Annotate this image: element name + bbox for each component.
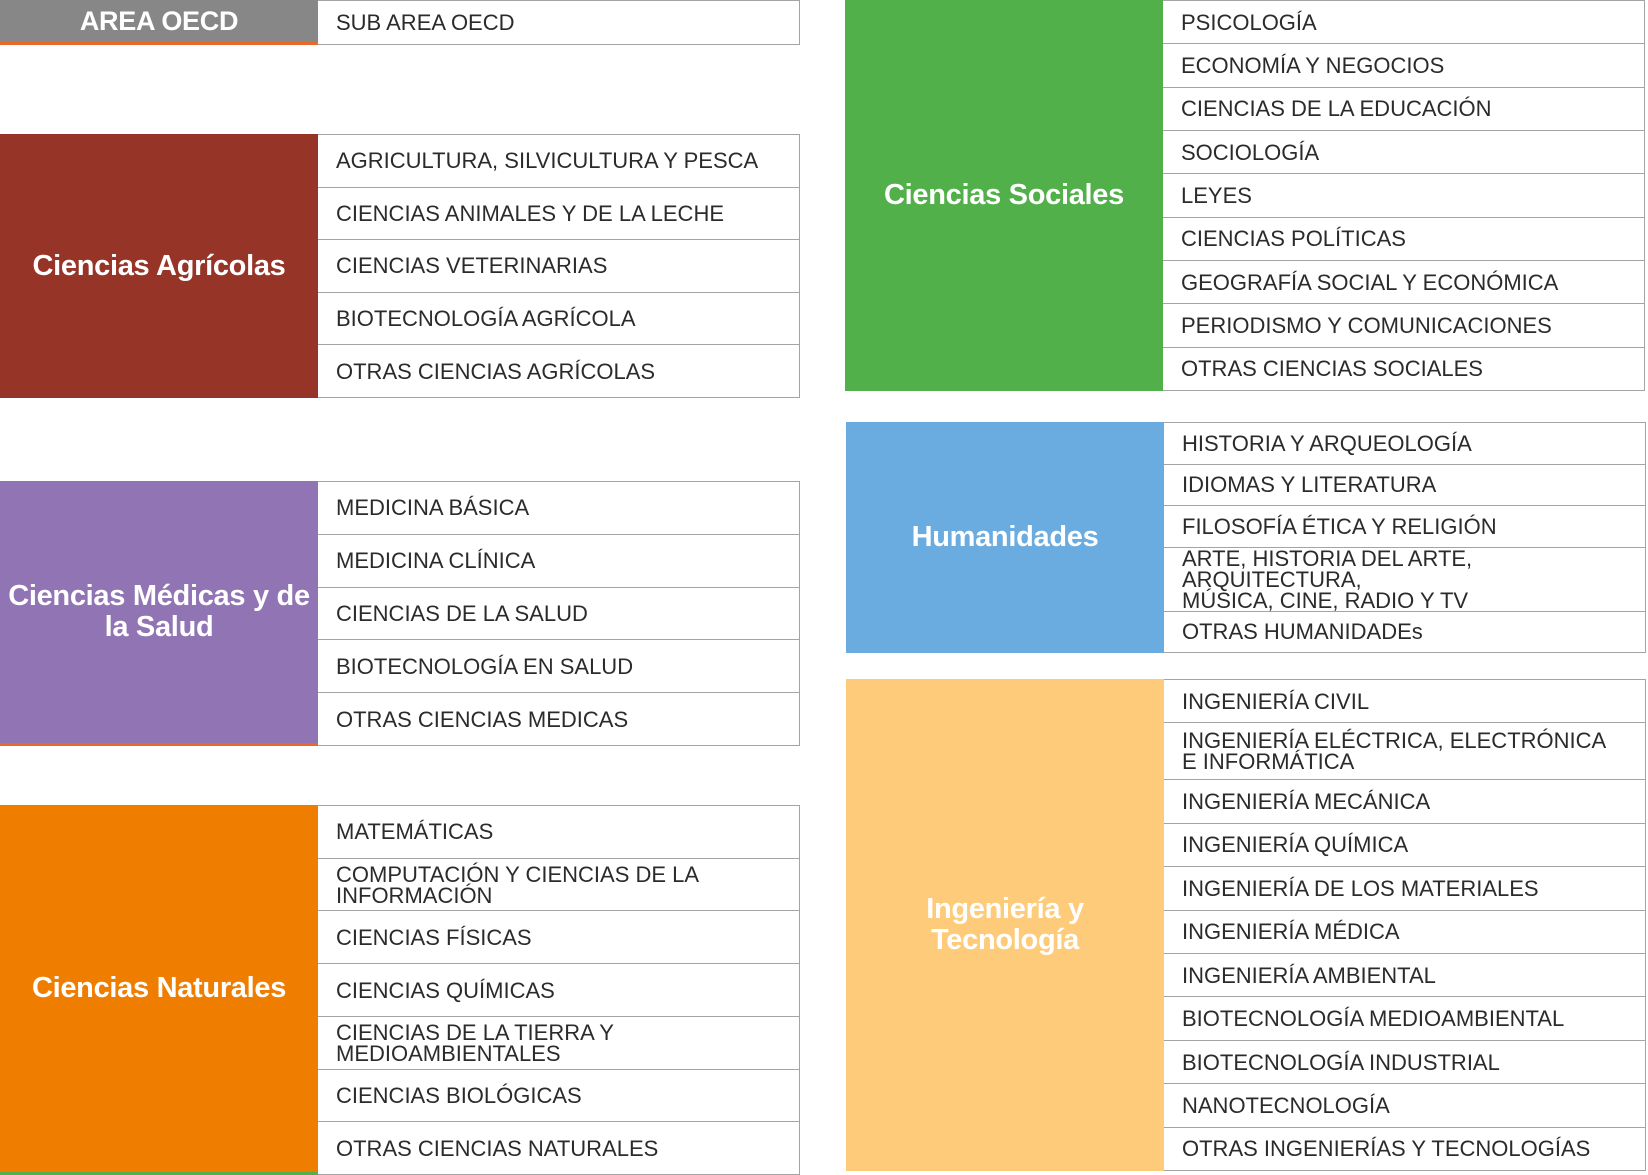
area-cell-ciencias-medicas: Ciencias Médicas y de la Salud <box>0 481 318 746</box>
sub-area-item: INGENIERÍA DE LOS MATERIALES <box>1164 866 1645 909</box>
sub-area-item: LEYES <box>1163 173 1644 216</box>
sub-area-item: CIENCIAS DE LA SALUD <box>318 587 799 640</box>
sub-area-item: BIOTECNOLOGÍA MEDIOAMBIENTAL <box>1164 996 1645 1039</box>
header-row <box>0 0 800 45</box>
sub-area-item: NANOTECNOLOGÍA <box>1164 1083 1645 1126</box>
sub-area-item: ARTE, HISTORIA DEL ARTE, ARQUITECTURA, MÚSICA, CINE, RADIO Y TV <box>1164 547 1645 611</box>
sub-area-item: OTRAS CIENCIAS SOCIALES <box>1163 347 1644 390</box>
sub-area-item: INGENIERÍA CIVIL <box>1182 688 1370 714</box>
sub-area-item: CIENCIAS BIOLÓGICAS <box>318 1069 799 1122</box>
sub-area-item: ECONOMÍA Y NEGOCIOS <box>1163 43 1644 86</box>
sub-area-item: IDIOMAS Y LITERATURA <box>1164 464 1645 506</box>
sub-area-item: INGENIERÍA MÉDICA <box>1164 910 1645 953</box>
area-cell-ciencias-naturales: Ciencias Naturales <box>0 805 318 1175</box>
sub-area-item: INGENIERÍA MECÁNICA <box>1164 779 1645 822</box>
sub-area-item: GEOGRAFÍA SOCIAL Y ECONÓMICA <box>1163 260 1644 303</box>
area-block-ingenieria-tecnologia <box>846 679 1646 1171</box>
sub-area-list <box>1164 679 1646 1171</box>
sub-area-item: CIENCIAS FÍSICAS <box>318 910 799 963</box>
area-cell-ciencias-agricolas: Ciencias Agrícolas <box>0 134 318 398</box>
sub-area-item: CIENCIAS DE LA EDUCACIÓN <box>1163 87 1644 130</box>
area-cell-ciencias-sociales: Ciencias Sociales <box>845 0 1163 391</box>
sub-area-item: COMPUTACIÓN Y CIENCIAS DE LA INFORMACIÓN <box>318 858 799 911</box>
sub-area-item: MEDICINA CLÍNICA <box>318 534 799 587</box>
area-cell-ingenieria-tecnologia: Ingeniería y Tecnología <box>846 679 1164 1171</box>
sub-area-list <box>318 134 800 398</box>
sub-area-item: INGENIERÍA QUÍMICA <box>1164 823 1645 866</box>
sub-area-item: CIENCIAS VETERINARIAS <box>318 239 799 292</box>
area-block-ciencias-agricolas <box>0 134 800 398</box>
sub-area-item: CIENCIAS ANIMALES Y DE LA LECHE <box>318 187 799 240</box>
area-block-ciencias-naturales <box>0 805 800 1175</box>
sub-area-item: BIOTECNOLOGÍA AGRÍCOLA <box>318 292 799 345</box>
sub-area-item: INGENIERÍA AMBIENTAL <box>1164 953 1645 996</box>
sub-area-item: MEDICINA BÁSICA <box>336 495 530 521</box>
sub-area-list <box>318 805 800 1175</box>
sub-area-item: AGRICULTURA, SILVICULTURA Y PESCA <box>336 148 759 174</box>
sub-area-item: CIENCIAS QUÍMICAS <box>318 963 799 1016</box>
area-cell-humanidades: Humanidades <box>846 422 1164 653</box>
sub-area-item: INGENIERÍA ELÉCTRICA, ELECTRÓNICA E INFORMÁTICA <box>1164 722 1645 779</box>
area-block-ciencias-medicas <box>0 481 800 746</box>
sub-area-item: PERIODISMO Y COMUNICACIONES <box>1163 303 1644 346</box>
sub-area-item: MATEMÁTICAS <box>336 819 494 845</box>
sub-area-list <box>1164 422 1646 653</box>
sub-area-item: SOCIOLOGÍA <box>1163 130 1644 173</box>
sub-area-item: OTRAS CIENCIAS AGRÍCOLAS <box>318 344 799 397</box>
sub-area-item: OTRAS HUMANIDADEs <box>1164 611 1645 653</box>
sub-area-item: OTRAS INGENIERÍAS Y TECNOLOGÍAS <box>1164 1127 1645 1170</box>
sub-area-list <box>318 481 800 746</box>
area-block-humanidades <box>846 422 1646 653</box>
sub-area-item: CIENCIAS POLÍTICAS <box>1163 217 1644 260</box>
sub-area-list <box>1163 0 1645 391</box>
header-sub-cell <box>318 0 800 45</box>
sub-area-item: PSICOLOGÍA <box>1181 9 1317 35</box>
sub-area-item: CIENCIAS DE LA TIERRA Y MEDIOAMBIENTALES <box>318 1016 799 1069</box>
header-sub-label: SUB AREA OECD <box>336 10 515 35</box>
sub-area-item: BIOTECNOLOGÍA EN SALUD <box>318 639 799 692</box>
sub-area-item: OTRAS CIENCIAS MEDICAS <box>318 692 799 745</box>
sub-area-item: BIOTECNOLOGÍA INDUSTRIAL <box>1164 1040 1645 1083</box>
sub-area-item: FILOSOFÍA ÉTICA Y RELIGIÓN <box>1164 505 1645 547</box>
area-block-ciencias-sociales <box>845 0 1645 391</box>
header-area-cell: AREA OECD <box>0 0 318 45</box>
sub-area-item: OTRAS CIENCIAS NATURALES <box>318 1121 799 1174</box>
sub-area-item: HISTORIA Y ARQUEOLOGÍA <box>1182 430 1472 456</box>
